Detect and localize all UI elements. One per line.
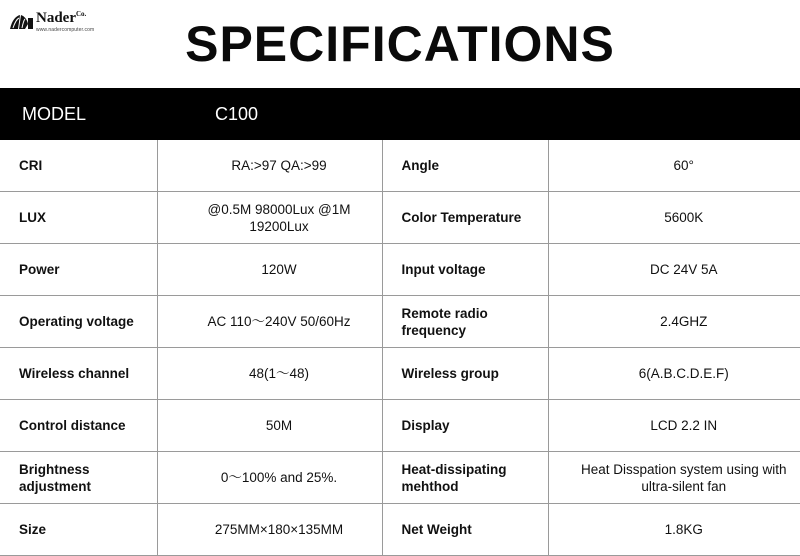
model-label: MODEL	[22, 104, 87, 124]
spec-value: 1.8KG	[548, 504, 800, 556]
logo-url: www.nadercomputer.com	[36, 27, 95, 33]
spec-value: 0～100% and 25%.	[157, 452, 382, 504]
table-row	[0, 296, 800, 348]
spec-value: 50M	[157, 400, 382, 452]
table-row	[0, 452, 800, 504]
spec-value: AC 110～240V 50/60Hz	[157, 296, 382, 348]
model-value: C100	[215, 104, 259, 124]
spec-label: Wireless channel	[0, 348, 157, 400]
spec-label: Color Temperature	[382, 192, 548, 244]
page-title: SPECIFICATIONS	[185, 16, 615, 72]
spec-label: Remote radio frequency	[382, 296, 548, 348]
spec-label: Angle	[382, 140, 548, 192]
spec-value: 48(1～48)	[157, 348, 382, 400]
page-header	[0, 0, 800, 86]
spec-label: Net Weight	[382, 504, 548, 556]
spec-value: LCD 2.2 IN	[548, 400, 800, 452]
spec-value: Heat Disspation system using with ultra-silent fan	[548, 452, 800, 504]
spec-label: Power	[0, 244, 157, 296]
spec-value: 275MM×180×135MM	[157, 504, 382, 556]
spec-label: Heat-dissipating mehthod	[382, 452, 548, 504]
spec-label: Display	[382, 400, 548, 452]
spec-label: CRI	[0, 140, 157, 192]
logo-suffix: Co.	[76, 10, 87, 18]
table-row	[0, 504, 800, 556]
spec-value: 6(A.B.C.D.E.F)	[548, 348, 800, 400]
spec-label: Operating voltage	[0, 296, 157, 348]
spec-value: 2.4GHZ	[548, 296, 800, 348]
spec-value: 60°	[548, 140, 800, 192]
spec-value: 120W	[157, 244, 382, 296]
spec-label: Wireless group	[382, 348, 548, 400]
spec-label: Brightness adjustment	[0, 452, 157, 504]
logo-name: Nader$^{Co.}$	[36, 10, 87, 26]
table-row	[0, 140, 800, 192]
spec-label: Input voltage	[382, 244, 548, 296]
table-row	[0, 192, 800, 244]
spec-value: RA:>97 QA:>99	[157, 140, 382, 192]
table-row	[0, 400, 800, 452]
table-row	[0, 244, 800, 296]
spec-value: DC 24V 5A	[548, 244, 800, 296]
spec-label: Control distance	[0, 400, 157, 452]
spec-label: Size	[0, 504, 157, 556]
spec-value: @0.5M 98000Lux @1M 19200Lux	[157, 192, 382, 244]
table-row	[0, 348, 800, 400]
spec-value: 5600K	[548, 192, 800, 244]
spec-label: LUX	[0, 192, 157, 244]
specifications-table	[0, 140, 800, 556]
model-bar	[0, 88, 800, 140]
